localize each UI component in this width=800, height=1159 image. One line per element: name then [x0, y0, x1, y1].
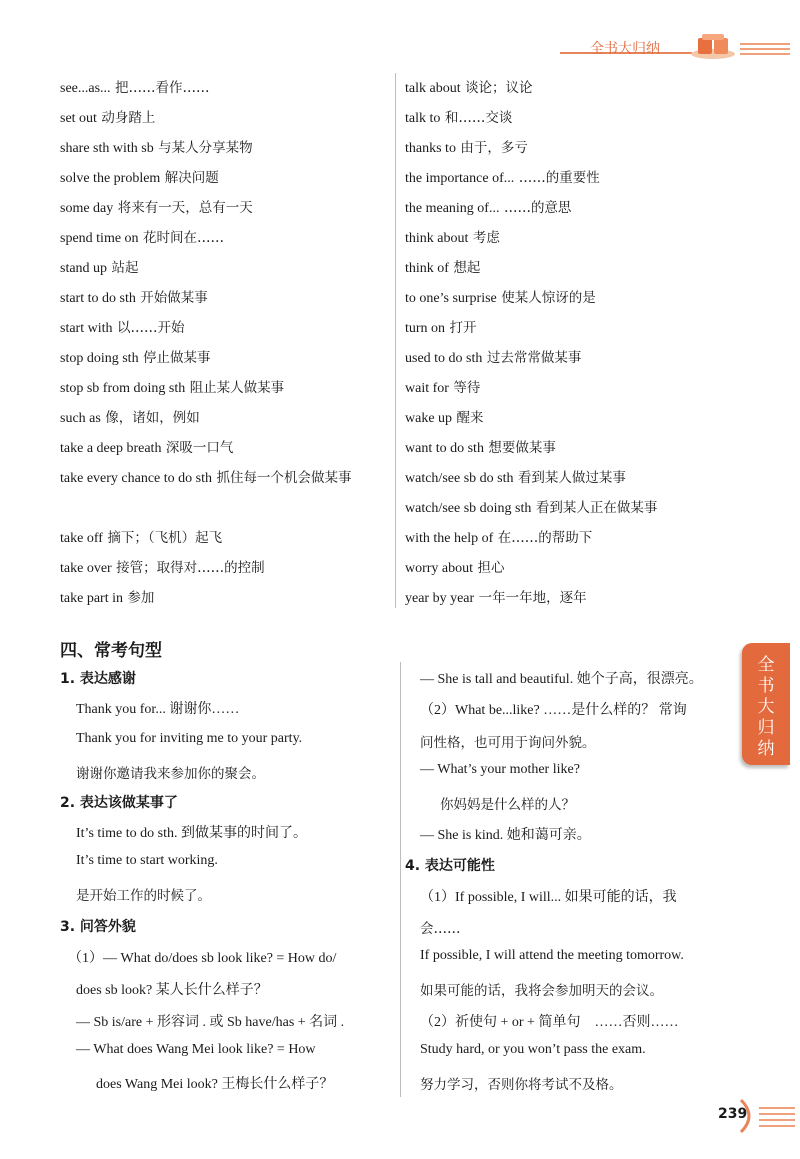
pattern-heading: 1. 表达感谢: [60, 671, 136, 687]
phrase-list-right: [405, 73, 745, 613]
phrase-item: watch/see sb doing sth 看到某人正在做某事: [405, 500, 658, 516]
pattern-heading: 2. 表达该做某事了: [60, 795, 178, 811]
phrase-item: stop doing sth 停止做某事: [60, 350, 211, 366]
pattern-line: — Sb is/are + 形容词 . 或 Sb have/has + 名词 .: [76, 1015, 345, 1030]
phrase-item: used to do sth 过去常常做某事: [405, 350, 582, 366]
phrase-item: want to do sth 想要做某事: [405, 440, 556, 456]
phrase-item: the importance of... ……的重要性: [405, 170, 600, 186]
column-divider: [400, 662, 401, 1097]
side-tab[interactable]: [742, 643, 790, 765]
pattern-line: 是开始工作的时候了。: [76, 888, 211, 904]
pattern-line: — She is tall and beautiful. 她个子高，很漂亮。: [420, 672, 703, 687]
column-divider: [395, 73, 396, 608]
pattern-line: — She is kind. 她和蔼可亲。: [420, 828, 591, 843]
phrase-item: stand up 站起: [60, 260, 139, 276]
pattern-line: 谢谢你邀请我来参加你的聚会。: [76, 766, 265, 782]
pattern-line: It’s time to start working.: [76, 853, 218, 868]
phrase-item: take every chance to do sth 抓住每一个机会做某事: [60, 470, 352, 486]
pattern-heading: 4. 表达可能性: [405, 858, 495, 874]
phrase-list-left: [60, 73, 400, 613]
phrase-item: take over 接管；取得对……的控制: [60, 560, 265, 576]
page-corner-ornament: [735, 1096, 795, 1136]
phrase-item: year by year 一年一年地，逐年: [405, 590, 587, 606]
phrase-item: share sth with sb 与某人分享某物: [60, 140, 253, 156]
phrase-item: turn on 打开: [405, 320, 477, 336]
page-number: 239: [718, 1106, 748, 1122]
phrase-item: think about 考虑: [405, 230, 500, 246]
phrase-item: worry about 担心: [405, 560, 505, 576]
phrase-item: wait for 等待: [405, 380, 481, 396]
pattern-line: 努力学习，否则你将考试不及格。: [420, 1077, 623, 1093]
phrase-item: wake up 醒来: [405, 410, 484, 426]
pattern-line: — What’s your mother like?: [420, 762, 580, 777]
phrase-item: start with 以……开始: [60, 320, 185, 336]
pattern-line: Study hard, or you won’t pass the exam.: [420, 1042, 646, 1057]
phrase-item: set out 动身踏上: [60, 110, 156, 126]
pattern-line: 如果可能的话，我将会参加明天的会议。: [420, 983, 663, 999]
phrase-item: start to do sth 开始做某事: [60, 290, 208, 306]
phrase-item: with the help of 在……的帮助下: [405, 530, 593, 546]
pattern-line: （1）If possible, I will... 如果可能的话，我: [420, 890, 677, 905]
pattern-heading: 3. 问答外貌: [60, 919, 136, 935]
pattern-line: （2）祈使句 + or + 简单句 ……否则……: [420, 1015, 679, 1030]
phrase-item: some day 将来有一天，总有一天: [60, 200, 253, 216]
pattern-line: — What does Wang Mei look like? = How: [76, 1042, 316, 1057]
pattern-line: 你妈妈是什么样的人？: [440, 797, 575, 813]
book-icon: [688, 30, 738, 60]
phrase-item: think of 想起: [405, 260, 481, 276]
phrase-item: see...as... 把……看作……: [60, 80, 210, 96]
section-title: 四、常考句型: [60, 641, 162, 661]
phrase-item: such as 像，诸如，例如: [60, 410, 200, 426]
phrase-item: watch/see sb do sth 看到某人做过某事: [405, 470, 626, 486]
phrase-item: stop sb from doing sth 阻止某人做某事: [60, 380, 285, 396]
phrase-item: to one’s surprise 使某人惊讶的是: [405, 290, 596, 306]
pattern-line: 会……: [420, 921, 461, 937]
phrase-item: talk to 和……交谈: [405, 110, 513, 126]
header-stripes: [740, 42, 790, 58]
phrase-item: the meaning of... ……的意思: [405, 200, 572, 216]
pattern-line: 问性格，也可用于询问外貌。: [420, 735, 596, 751]
phrase-item: solve the problem 解决问题: [60, 170, 219, 186]
phrase-item: take off 摘下；（飞机）起飞: [60, 530, 223, 546]
pattern-line: （1）— What do/does sb look like? = How do/: [68, 951, 337, 966]
phrase-item: thanks to 由于，多亏: [405, 140, 528, 156]
side-tab-label: 全书大归纳: [757, 655, 775, 759]
pattern-line: It’s time to do sth. 到做某事的时间了。: [76, 826, 307, 841]
pattern-line: does sb look? 某人长什么样子？: [76, 983, 268, 998]
phrase-item: take part in 参加: [60, 590, 155, 606]
pattern-line: does Wang Mei look? 王梅长什么样子？: [96, 1077, 334, 1092]
phrase-item: take a deep breath 深吸一口气: [60, 440, 234, 456]
pattern-line: （2）What be...like? ……是什么样的？ 常询: [420, 703, 687, 718]
pattern-line: If possible, I will attend the meeting tomorrow.: [420, 948, 684, 963]
pattern-line: Thank you for... 谢谢你……: [76, 702, 240, 717]
phrase-item: spend time on 花时间在……: [60, 230, 224, 246]
pattern-line: Thank you for inviting me to your party.: [76, 731, 303, 746]
phrase-item: talk about 谈论；议论: [405, 80, 533, 96]
header-title: 全书大归纳: [590, 41, 660, 57]
